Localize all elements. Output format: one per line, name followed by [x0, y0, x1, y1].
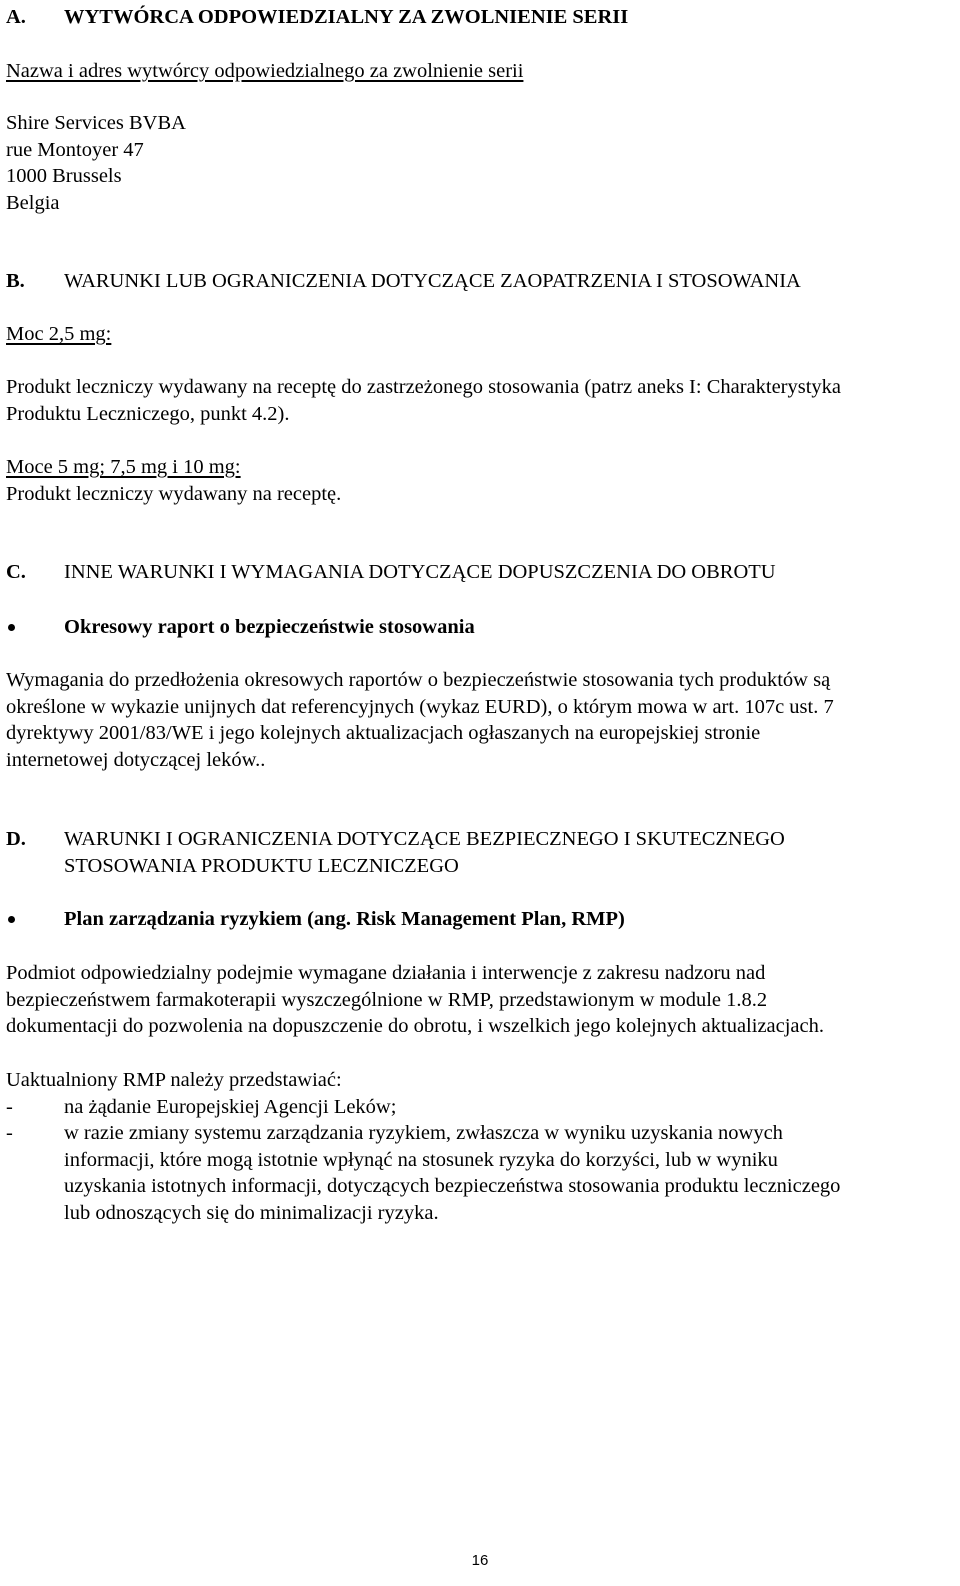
paragraph-line: dyrektywy 2001/83/WE i jego kolejnych aktualizacjach ogłaszanych na europejskiej stronie [6, 722, 761, 744]
rmp-update-list [6, 1067, 950, 1226]
manufacturer-subheading-block [6, 58, 950, 85]
section-a-letter: A. [6, 6, 26, 28]
address-line: Shire Services BVBA [6, 112, 186, 134]
list-item [6, 1094, 950, 1121]
section-d-letter: D. [6, 828, 26, 850]
section-c-paragraph [6, 667, 950, 773]
section-b-title: WARUNKI LUB OGRANICZENIA DOTYCZĄCE ZAOPATRZENIA I STOSOWANIA [64, 270, 801, 292]
manufacturer-subheading: Nazwa i adres wytwórcy odpowiedzialnego za zwolnienie serii [6, 60, 524, 82]
section-b-heading [6, 268, 950, 296]
section-c-heading [6, 559, 950, 587]
section-d-title-line: WARUNKI I OGRANICZENIA DOTYCZĄCE BEZPIECZNEGO I SKUTECZNEGO [64, 828, 785, 850]
paragraph-line: Podmiot odpowiedzialny podejmie wymagane działania i interwencje z zakresu nadzoru nad [6, 962, 766, 984]
section-d-bullet-text: Plan zarządzania ryzykiem (ang. Risk Management Plan, RMP) [64, 908, 625, 930]
paragraph-line: internetowej dotyczącej leków.. [6, 748, 266, 771]
strength-1-paragraph [6, 374, 950, 427]
address-line: 1000 Brussels [6, 165, 122, 187]
section-c-bullet [6, 614, 950, 642]
list-item-line: na żądanie Europejskiej Agencji Leków; [64, 1095, 397, 1118]
paragraph-line: dokumentacji do pozwolenia na dopuszczenie do obrotu, i wszelkich jego kolejnych aktualizacjach. [6, 1015, 825, 1037]
section-d-title [64, 826, 785, 879]
address-line: Belgia [6, 191, 60, 214]
bullet-dot-icon [8, 916, 15, 923]
dash-marker: - [6, 1095, 13, 1118]
list-item [6, 1120, 950, 1226]
paragraph-line: Produktu Leczniczego, punkt 4.2). [6, 402, 290, 425]
list-item-line: uzyskania istotnych informacji, dotyczących bezpieczeństwa stosowania produktu leczniczego [64, 1175, 841, 1197]
section-b-letter: B. [6, 270, 25, 292]
list-item-line: lub odnoszących się do minimalizacji ryzyka. [64, 1201, 439, 1224]
section-a-heading [6, 4, 950, 32]
dash-marker: - [6, 1122, 13, 1144]
paragraph-line: Produkt leczniczy wydawany na receptę do zastrzeżonego stosowania (patrz aneks I: Charakterystyka [6, 376, 842, 398]
strength-1-label: Moc 2,5 mg: [6, 323, 112, 345]
section-d-title-line: STOSOWANIA PRODUKTU LECZNICZEGO [64, 854, 459, 877]
strength-2-text: Produkt leczniczy wydawany na receptę. [6, 482, 342, 505]
manufacturer-address [6, 110, 950, 216]
section-d-paragraph [6, 960, 950, 1040]
section-d-bullet [6, 906, 950, 934]
section-c-bullet-text: Okresowy raport o bezpieczeństwie stosowania [64, 616, 475, 638]
page-number: 16 [471, 1552, 489, 1569]
section-a-title: WYTWÓRCA ODPOWIEDZIALNY ZA ZWOLNIENIE SERII [64, 6, 629, 28]
section-d-heading [6, 826, 950, 880]
section-c-title: INNE WARUNKI I WYMAGANIA DOTYCZĄCE DOPUSZCZENIA DO OBROTU [64, 561, 776, 583]
rmp-update-intro: Uaktualniony RMP należy przedstawiać: [6, 1069, 342, 1091]
paragraph-line: bezpieczeństwem farmakoterapii wyszczególnione w RMP, przedstawionym w module 1.8.2 [6, 988, 768, 1011]
strength-1-label-block [6, 321, 950, 348]
section-c-letter: C. [6, 561, 26, 583]
address-line: rue Montoyer 47 [6, 138, 144, 161]
bullet-dot-icon [8, 624, 15, 631]
list-item-line: informacji, które mogą istotnie wpłynąć na stosunek ryzyka do korzyści, lub w wyniku [64, 1148, 778, 1171]
paragraph-line: określone w wykazie unijnych dat referencyjnych (wykaz EURD), o którym mowa w art. 107c ust. 7 [6, 695, 834, 718]
strength-2-label: Moce 5 mg; 7,5 mg i 10 mg: [6, 456, 241, 478]
list-item-line: w razie zmiany systemu zarządzania ryzykiem, zwłaszcza w wyniku uzyskania nowych [64, 1122, 783, 1144]
strength-2-block [6, 454, 950, 507]
paragraph-line: Wymagania do przedłożenia okresowych raportów o bezpieczeństwie stosowania tych produktów są [6, 669, 831, 691]
